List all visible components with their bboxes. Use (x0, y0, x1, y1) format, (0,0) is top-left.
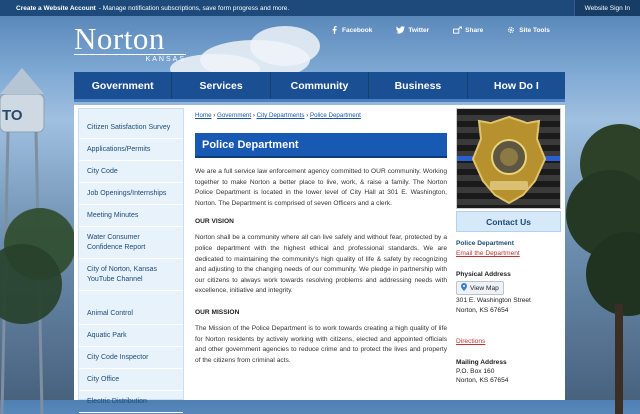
intro-paragraph: We are a full service law enforcement agency committed to OUR community. Working together to make Norton a better place to live, work, & raise a family. The Norton Police Department is located in the lower level of City Hall at 301 E. Washington, Norton. The Department is comprised of seven Officers and a clerk. (195, 168, 447, 207)
sign-in-button[interactable]: Website Sign In (574, 0, 640, 16)
nav-government[interactable]: Government (74, 72, 172, 99)
twitter-icon (396, 26, 404, 34)
mission-paragraph: The Mission of the Police Department is to work towards creating a high quality of life for Norton residents by actively working with citizens, elected and appointed officials and other government agencies to reduce crime and to protect the lives and property of the citizens from criminal acts. (195, 324, 447, 364)
sidebar-item-city-code[interactable]: City Code (79, 161, 183, 183)
sidebar-item-youtube[interactable]: City of Norton, Kansas YouTube Channel (79, 259, 183, 291)
view-map-button[interactable] (456, 281, 504, 295)
site-logo[interactable] (74, 21, 186, 63)
vision-paragraph: Norton shall be a community where all can live safely and without fear, protected by a police department with the highest ethical and professional standards. We are dedicated to maintaining the community's high quality of life & safety by recognizing and adjusting to the changing needs of our community. We pledge in partnership with our citizens to always work towards resolving problems and addressing needs with excellence, initiative and integrity. (195, 234, 447, 295)
svg-text:TO: TO (2, 107, 23, 124)
gear-icon (507, 26, 515, 34)
main-nav (74, 72, 565, 102)
police-badge-image (456, 108, 561, 209)
main-content (195, 112, 447, 366)
sidebar-item-jobs[interactable]: Job Openings/Internships (79, 183, 183, 205)
share-icon (453, 26, 461, 34)
sidebar-item-animal-control[interactable]: Animal Control (79, 303, 183, 325)
facebook-label: Facebook (342, 26, 373, 34)
sidebar-item-aquatic-park[interactable]: Aquatic Park (79, 325, 183, 347)
water-tower-image (0, 54, 70, 414)
view-map-label: View Map (470, 284, 499, 292)
street-address: 301 E. Washington Street (456, 297, 531, 304)
department-name: Police Department (456, 240, 514, 247)
top-bar (0, 0, 640, 16)
mailing-address-label: Mailing Address (456, 359, 507, 366)
breadcrumb-government[interactable]: Government (217, 112, 252, 119)
nav-business[interactable]: Business (369, 72, 467, 99)
twitter-link[interactable] (396, 26, 429, 34)
logo-name: Norton (74, 21, 165, 56)
tree-image (560, 104, 640, 414)
share-label: Share (465, 26, 484, 34)
social-links (330, 26, 550, 34)
contact-us-button[interactable]: Contact Us (456, 211, 561, 232)
site-tools-label: Site Tools (519, 26, 550, 34)
map-pin-icon (461, 283, 467, 293)
site-tools-link[interactable] (507, 26, 550, 34)
breadcrumb-city-departments[interactable]: City Departments (256, 112, 305, 119)
nav-services[interactable]: Services (172, 72, 270, 99)
share-link[interactable] (453, 26, 483, 34)
vision-heading: OUR VISION (195, 218, 234, 226)
physical-address-label: Physical Address (456, 271, 511, 278)
sidebar-item-city-office[interactable]: City Office (79, 369, 183, 391)
logo-state: KANSAS (74, 54, 186, 63)
po-box: P.O. Box 160 (456, 368, 495, 375)
nav-how-do-i[interactable]: How Do I (493, 79, 539, 92)
nav-community[interactable]: Community (271, 72, 369, 99)
create-account-link[interactable]: Create a Website Account (16, 4, 96, 12)
breadcrumb-current[interactable]: Police Department (309, 112, 361, 119)
sidebar-item-meeting-minutes[interactable]: Meeting Minutes (79, 205, 183, 227)
sidebar-item-applications[interactable]: Applications/Permits (79, 139, 183, 161)
facebook-icon (330, 26, 338, 34)
contact-column (456, 108, 561, 384)
mission-heading: OUR MISSION (195, 308, 240, 316)
facebook-link[interactable] (330, 26, 372, 34)
page-title: Police Department (195, 133, 447, 158)
breadcrumb-home[interactable]: Home (195, 112, 212, 119)
city-address: Norton, KS 67654 (456, 307, 509, 314)
sidebar-item-citizen-survey[interactable]: Citizen Satisfaction Survey (79, 117, 183, 139)
sidebar-item-code-inspector[interactable]: City Code Inspector (79, 347, 183, 369)
mailing-city: Norton, KS 67654 (456, 377, 509, 384)
sidebar-item-electric[interactable]: Electric Distribution (79, 391, 183, 413)
sidebar-item-water-report[interactable]: Water Consumer Confidence Report (79, 227, 183, 259)
breadcrumb: Home › Government › City Departments › Police Department (195, 112, 361, 119)
directions-link[interactable]: Directions (456, 338, 486, 345)
topbar-message: - Manage notification subscriptions, save form progress and more. (98, 4, 290, 12)
twitter-label: Twitter (408, 26, 430, 34)
email-department-link[interactable]: Email the Department (456, 250, 520, 257)
sidebar (78, 108, 184, 405)
